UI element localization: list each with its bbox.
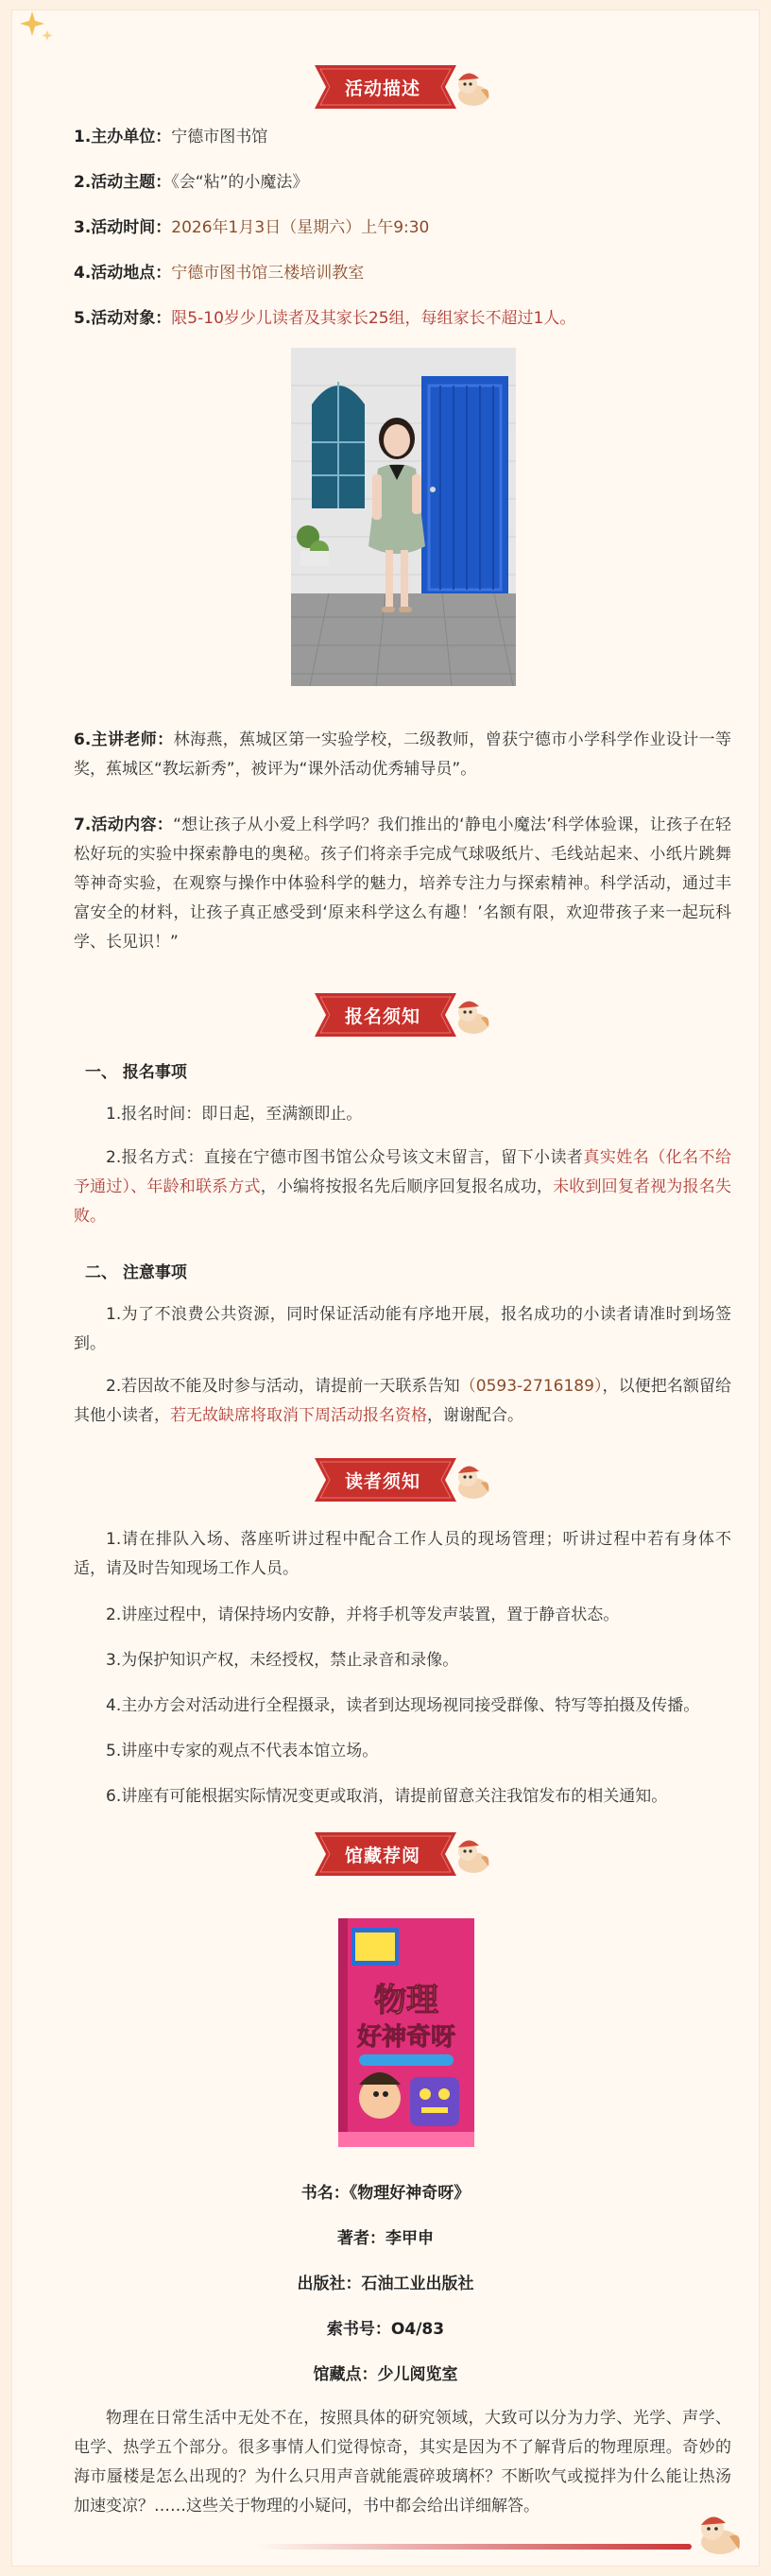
signup-note-1: 1.为了不浪费公共资源，同时保证活动能有序地开展，报名成功的小读者请准时到场签到。 xyxy=(74,1305,731,1353)
signup-method: 2.报名方式：直接在宁德市图书馆公众号该文末留言，留下小读者真实姓名（化名不给予通过）、年龄和联系方式，小编将按报名先后顺序回复报名成功，未收到回复者视为报名失败。 xyxy=(74,1148,732,1226)
section-banner xyxy=(315,65,456,109)
reader-rule-6: 6.讲座有可能根据实际情况变更或取消，请提前留意关注我馆发布的相关通知。 xyxy=(106,1787,668,1806)
signup-note-2: 2.若因故不能及时参与活动，请提前一天联系告知（0593-2716189），以便把名额留给其他小读者，若无故缺席将取消下周活动报名资格，谢谢配合。 xyxy=(74,1377,732,1425)
book-publisher: 出版社：石油工业出版社 xyxy=(297,2275,474,2293)
mascot-icon xyxy=(449,67,494,109)
decorative-divider xyxy=(257,2544,692,2550)
theme-line: 2.活动主题：《会“粘”的小魔法》 xyxy=(74,173,309,192)
article-page xyxy=(11,9,760,2567)
book-summary: 物理在日常生活中无处不在，按照具体的研究领域，大致可以分为力学、光学、声学、电学、热学五个部分。很多事情人们觉得惊奇，其实是因为不了解背后的物理原理。奇妙的海市蜃楼是怎么出现的？为什么只用声音就能震碎玻璃杯？不断吹气或搅拌为什么能让热汤加速变凉？……这些关于物理的小疑问，书中都会给出详细解答。 xyxy=(74,2409,731,2516)
sparkle-icon xyxy=(19,9,57,47)
signup-subheading-1: 一、 报名事项 xyxy=(85,1063,187,1082)
section-banner xyxy=(315,993,456,1037)
teacher-paragraph: 6.主讲老师：林海燕，蕉城区第一实验学校，二级教师，曾获宁德市小学科学作业设计一等奖，蕉城区“教坛新秀”，被评为“课外活动优秀辅导员”。 xyxy=(74,730,732,779)
reader-rule-3: 3.为保护知识产权，未经授权，禁止录音和录像。 xyxy=(106,1651,459,1670)
reader-rule-2: 2.讲座过程中，请保持场内安静，并将手机等发声装置，置于静音状态。 xyxy=(106,1606,620,1624)
section-title: 馆藏荐阅 xyxy=(344,1845,420,1866)
section-header-signup xyxy=(11,990,760,1039)
mascot-icon xyxy=(690,2510,746,2557)
target-line: 5.活动对象：限5-10岁少儿读者及其家长25组，每组家长不超过1人。 xyxy=(74,309,576,328)
section-title: 活动描述 xyxy=(344,77,420,99)
book-call-number: 索书号：O4/83 xyxy=(326,2320,445,2339)
mascot-icon xyxy=(449,1460,494,1502)
section-header-reader xyxy=(11,1455,760,1504)
section-header-activity xyxy=(11,62,760,112)
book-location: 馆藏点：少儿阅览室 xyxy=(313,2365,458,2384)
book-cover xyxy=(338,1918,474,2147)
cover-title-2: 好神奇呀 xyxy=(356,2023,456,2052)
reader-rule-4: 4.主办方会对活动进行全程摄录，读者到达现场视同接受群像、特写等拍摄及传播。 xyxy=(106,1696,700,1715)
book-author: 著者：李甲申 xyxy=(337,2229,434,2248)
book-title: 书名：《物理好神奇呀》 xyxy=(300,2184,471,2203)
teacher-photo xyxy=(291,348,516,686)
reader-rule-1: 1.请在排队入场、落座听讲过程中配合工作人员的现场管理；听讲过程中若有身体不适，请及时告知现场工作人员。 xyxy=(74,1530,731,1578)
section-title: 读者须知 xyxy=(344,1470,420,1492)
reader-rule-5: 5.讲座中专家的观点不代表本馆立场。 xyxy=(106,1742,379,1760)
section-banner xyxy=(315,1458,456,1502)
time-line: 3.活动时间：2026年1月3日（星期六）上午9:30 xyxy=(74,218,430,237)
place-line: 4.活动地点：宁德市图书馆三楼培训教室 xyxy=(74,264,365,283)
signup-time: 1.报名时间：即日起，至满额即止。 xyxy=(106,1105,363,1124)
section-header-recommend xyxy=(11,1829,760,1879)
content-paragraph: 7.活动内容：“想让孩子从小爱上科学吗？我们推出的‘静电小魔法’科学体验课，让孩子在轻松好玩的实验中探索静电的奥秘。孩子们将亲手完成气球吸纸片、毛线站起来、小纸片跳舞等神奇实验，在观察与操作中体验科学的魅力，培养专注力与探索精神。科学活动，通过丰富安全的材料，让孩子真正感受到‘原来科学这么有趣！’名额有限，欢迎带孩子来一起玩科学、长见识！” xyxy=(74,816,731,952)
section-title: 报名须知 xyxy=(344,1005,420,1027)
mascot-icon xyxy=(449,1834,494,1876)
organizer-line: 1.主办单位：宁德市图书馆 xyxy=(74,128,268,146)
mascot-icon xyxy=(449,995,494,1037)
section-banner xyxy=(315,1832,456,1876)
cover-title-1: 物理 xyxy=(374,1982,438,2019)
signup-subheading-2: 二、 注意事项 xyxy=(85,1263,187,1282)
